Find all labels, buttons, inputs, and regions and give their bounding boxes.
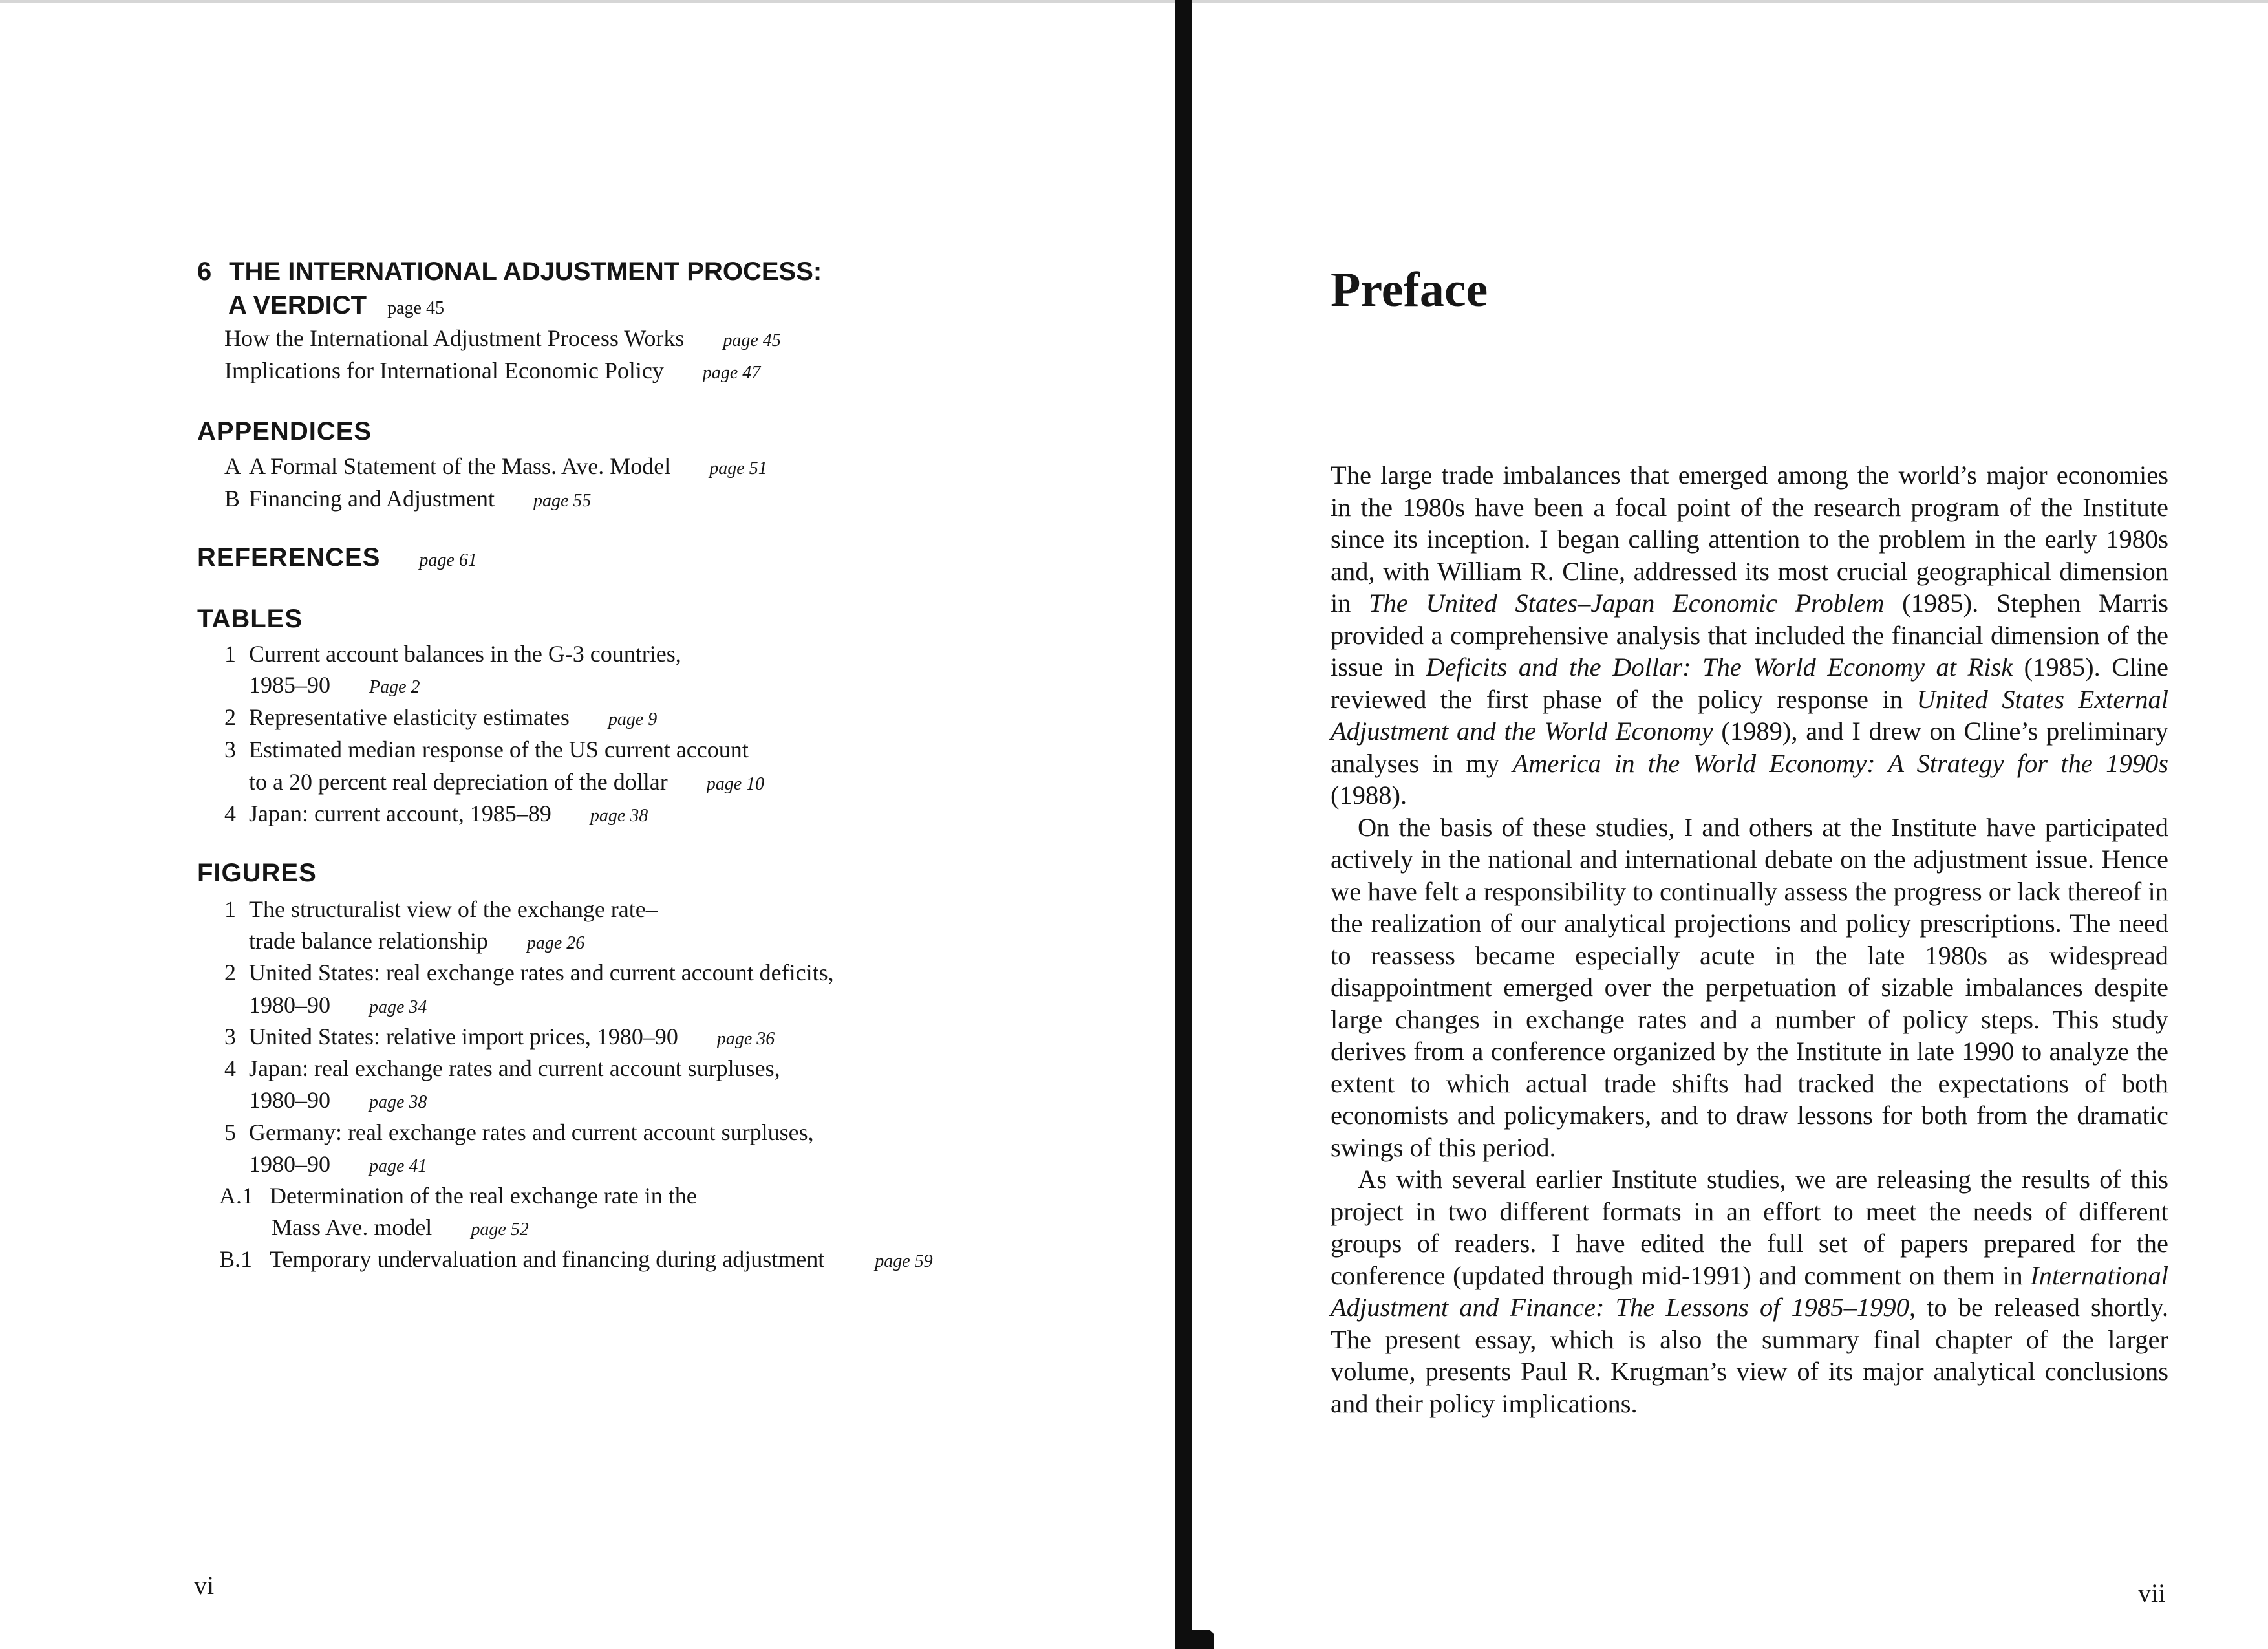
contents-entry-cont [249,991,427,1018]
gutter-shadow [1175,1630,1214,1649]
entry-label-line2: 1980–90 [249,992,330,1018]
entry-page: page 41 [369,1156,427,1176]
preface-body [1331,459,2168,1419]
entry-number: 2 [224,960,236,986]
paragraph-text: (1988). [1331,781,1407,810]
entry-label: United States: real exchange rates and current account deficits, [249,960,834,986]
contents-entry [224,959,834,986]
entry-label: Financing and Adjustment [249,486,495,512]
entry-page: page 51 [709,458,767,479]
cited-title: America in the World Economy: A Strategy for the 1990s [1512,748,2168,778]
entry-page: page 26 [526,933,585,953]
contents-entry-cont [249,768,764,795]
contents-entry [224,357,760,384]
paragraph-text: As with several earlier Institute studies, we are releasing the results of this project in two different formats in an effort to meet the needs of different groups of readers. I have edited the full set of papers prepared for the conference (updated through mid-1991) and comment on them in [1331,1165,2168,1290]
chapter-number: 6 [197,257,212,286]
entry-label-line2: Mass Ave. model [272,1214,433,1240]
entry-label-line2: to a 20 percent real depreciation of the dollar [249,769,668,795]
cited-title: United States External Adjustment and the World Economy [1331,684,2168,746]
contents-entry [224,1119,814,1146]
entry-label: A Formal Statement of the Mass. Ave. Model [249,453,671,479]
paragraph-text: to be released shortly. The present essay, which is also the summary final chapter of the larger volume, presents Paul R. Krugman’s view of its major analytical conclusions and their policy implications. [1331,1293,2168,1418]
paragraph-text: On the basis of these studies, I and others at the Institute have participated actively in the national and international debate on the adjustment issue. Hence we have felt a responsibility to continually assess the progress or lack thereof in the realization of our analytical projections and policy prescriptions. The need to reassess became especially acute in the late 1980s as widespread disappointment emerged over the perpetuation of sizable imbalances despite large changes in exchange rates and a number of policy steps. This study derives from a conference organized by the Institute in late 1990 to analyze the extent to which actual trade shifts had tracked the expectations of both economists and policymakers, and to draw lessons for both from the dramatic swings of this period. [1331,812,2168,1162]
entry-page: Page 2 [369,677,420,697]
entry-number: A.1 [219,1183,253,1209]
contents-entry [219,1182,697,1209]
chapter-6-title-line2 [228,291,444,320]
chapter-page: page 45 [387,298,444,318]
preface-paragraph-3 [1331,1163,2168,1419]
entry-page: page 47 [702,363,761,383]
paragraph-text: (1985). Cline reviewed the first phase of the policy response in [1331,652,2169,714]
entry-page: page 34 [369,997,427,1017]
entry-page: page 55 [533,491,592,511]
entry-label: Implications for International Economic Policy [224,358,664,383]
entry-label-line2: trade balance relationship [249,928,488,954]
entry-label-line2: 1980–90 [249,1087,330,1113]
entry-page: page 9 [608,709,658,729]
entry-page: page 36 [716,1029,775,1049]
chapter-title-line1: THE INTERNATIONAL ADJUSTMENT PROCESS: [229,257,822,286]
references-entry [197,543,477,572]
entry-number: 4 [224,1055,236,1081]
contents-entry-cont [249,1086,427,1114]
page-top-edge [0,0,2268,3]
contents-entry-cont [272,1214,529,1241]
entry-page: page 52 [471,1220,529,1240]
contents-entry [224,485,591,512]
entry-number: 1 [224,896,236,922]
entry-number: 1 [224,641,236,667]
references-page: page 61 [419,550,477,570]
appendices-heading: APPENDICES [197,417,372,446]
contents-entry-cont [249,671,420,698]
entry-number: B.1 [219,1246,253,1272]
contents-entry [224,640,681,667]
paragraph-text: (1989), and I drew on Cline’s preliminary analyses in my [1331,717,2168,778]
cited-title: International Adjustment and Finance: The Lessons of 1985–1990, [1331,1260,2168,1322]
contents-entry [224,1055,780,1082]
entry-label-line2: 1980–90 [249,1151,330,1177]
chapter-title-line2: A VERDICT [228,291,367,319]
entry-label: Temporary undervaluation and financing during adjustment [270,1246,825,1272]
entry-label: Determination of the real exchange rate in the [270,1183,697,1209]
contents-entry [224,704,657,731]
figures-heading: FIGURES [197,859,317,887]
cited-title: The United States–Japan Economic Problem [1369,588,1885,618]
entry-label: Estimated median response of the US current account [249,737,749,762]
entry-page: page 59 [875,1251,933,1271]
page-number-right: vii [2138,1579,2166,1608]
entry-label: Germany: real exchange rates and current account surpluses, [249,1119,814,1145]
contents-entry-cont [249,1150,427,1178]
preface-paragraph-1 [1331,459,2168,812]
contents-entry [224,736,749,763]
contents-entry [224,325,781,352]
entry-number: 3 [224,737,236,762]
book-gutter [1175,0,1192,1649]
entry-page: page 38 [590,806,648,826]
entry-number: B [224,486,241,512]
paragraph-text: (1985). Stephen Marris provided a comprehensive analysis that included the financial dimension of the issue in [1331,588,2168,682]
entry-number: A [224,453,241,479]
entry-label: The structuralist view of the exchange rate– [249,896,658,922]
entry-label: How the International Adjustment Process Works [224,325,685,351]
entry-page: page 10 [706,774,765,794]
contents-entry [224,453,767,480]
paragraph-text: The large trade imbalances that emerged among the world’s major economies in the 1980s have been a focal point of the research program of the Institute since its inception. I began calling attention to the problem in the early 1980s and, with William R. Cline, addressed its most crucial geographical dimension in [1331,460,2168,618]
preface-paragraph-2 [1331,812,2168,1164]
entry-label: Japan: current account, 1985–89 [249,801,551,826]
references-heading: REFERENCES [197,543,381,572]
entry-page: page 45 [723,330,781,350]
entry-label: Japan: real exchange rates and current account surpluses, [249,1055,780,1081]
entry-number: 4 [224,801,236,826]
chapter-6-title [197,257,822,286]
entry-label: Current account balances in the G-3 countries, [249,641,681,667]
entry-number: 5 [224,1119,236,1145]
contents-entry [224,1023,775,1050]
entry-number: 2 [224,704,236,730]
contents-entry [224,800,648,827]
entry-page: page 38 [369,1092,427,1112]
entry-number: 3 [224,1024,236,1050]
contents-entry [219,1245,933,1273]
cited-title: Deficits and the Dollar: The World Economy at Risk [1426,652,2013,682]
entry-label-line2: 1985–90 [249,672,330,698]
contents-entry-cont [249,927,584,954]
contents-entry [224,896,658,923]
preface-title: Preface [1331,263,1488,317]
entry-label: United States: relative import prices, 1980–90 [249,1024,678,1050]
entry-label: Representative elasticity estimates [249,704,570,730]
page-number-left: vi [194,1571,215,1600]
tables-heading: TABLES [197,605,303,633]
